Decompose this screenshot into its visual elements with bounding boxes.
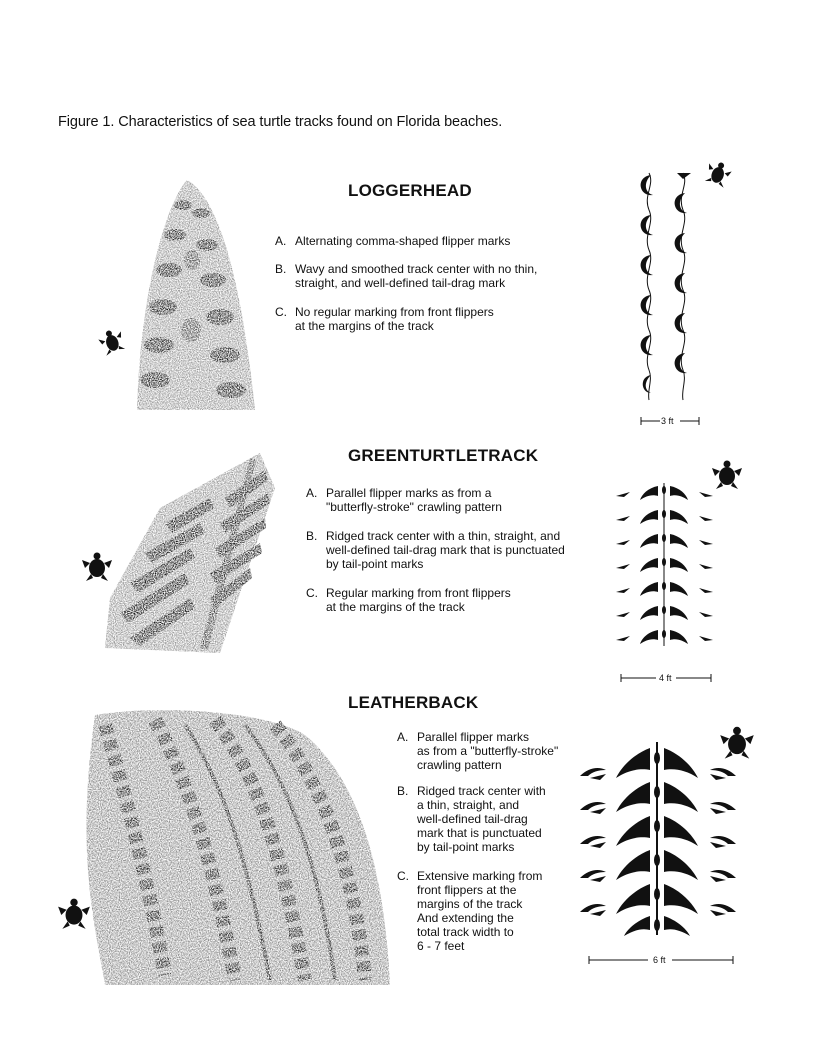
item-line: well-defined tail-drag mark that is punctuated bbox=[326, 543, 565, 557]
section-heading: LEATHERBACK bbox=[348, 693, 479, 712]
item-letter: C. bbox=[397, 869, 409, 883]
turtle-silhouette-icon bbox=[720, 724, 754, 762]
item-letter: A. bbox=[397, 730, 409, 744]
item-line: Alternating comma-shaped flipper marks bbox=[295, 234, 511, 248]
item-line: well-defined tail-drag bbox=[417, 812, 528, 826]
item-line: mark that is punctuated bbox=[417, 826, 542, 840]
item-letter: B. bbox=[306, 529, 318, 543]
item-line: at the margins of the track bbox=[295, 319, 434, 333]
loggerhead-track-diagram bbox=[625, 165, 710, 405]
leatherback-track-diagram bbox=[578, 740, 738, 940]
turtle-silhouette-icon bbox=[100, 328, 124, 356]
item-line: And extending the bbox=[417, 911, 514, 925]
item-letter: A. bbox=[275, 234, 287, 248]
item-line: Extensive marking from bbox=[417, 869, 543, 883]
turtle-silhouette-icon bbox=[82, 550, 112, 584]
leatherback-track-photo bbox=[65, 705, 395, 990]
turtle-silhouette-icon bbox=[712, 458, 742, 492]
item-line: margins of the track bbox=[417, 897, 523, 911]
item-line: No regular marking from front flippers bbox=[295, 305, 494, 319]
item-letter: C. bbox=[275, 305, 287, 319]
item-line: "butterfly-stroke" crawling pattern bbox=[326, 500, 502, 514]
item-line: as from a "butterfly-stroke" bbox=[417, 744, 559, 758]
item-letter: B. bbox=[275, 262, 287, 276]
item-line: Parallel flipper marks bbox=[417, 730, 530, 744]
item-letter: C. bbox=[306, 586, 318, 600]
scale-label: 4 ft bbox=[659, 673, 672, 683]
turtle-silhouette-icon bbox=[58, 896, 90, 932]
item-line: Ridged track center with a thin, straight, and bbox=[326, 529, 561, 543]
item-line: by tail-point marks bbox=[417, 840, 515, 854]
figure-caption: Figure 1. Characteristics of sea turtle tracks found on Florida beaches. bbox=[58, 114, 503, 130]
item-line: Wavy and smoothed track center with no thin, bbox=[295, 262, 538, 276]
section-heading: GREENTURTLETRACK bbox=[348, 446, 539, 465]
scale-label: 6 ft bbox=[653, 955, 666, 965]
green-turtle-track-diagram bbox=[612, 478, 717, 653]
loggerhead-track-photo bbox=[125, 175, 265, 415]
turtle-silhouette-icon bbox=[706, 160, 730, 188]
section-heading: LOGGERHEAD bbox=[348, 181, 472, 200]
item-line: total track width to bbox=[417, 925, 514, 939]
item-line: a thin, straight, and bbox=[417, 798, 520, 812]
item-line: Ridged track center with bbox=[417, 784, 546, 798]
green-turtle-track-photo bbox=[100, 448, 280, 653]
item-line: front flippers at the bbox=[417, 883, 517, 897]
item-line: by tail-point marks bbox=[326, 557, 424, 571]
scale-label: 3 ft bbox=[661, 416, 674, 426]
item-line: crawling pattern bbox=[417, 758, 502, 772]
item-line: straight, and well-defined tail-drag mark bbox=[295, 276, 506, 290]
item-line: Regular marking from front flippers bbox=[326, 586, 511, 600]
item-line: at the margins of the track bbox=[326, 600, 465, 614]
item-line: Parallel flipper marks as from a bbox=[326, 486, 492, 500]
item-letter: B. bbox=[397, 784, 409, 798]
item-line: 6 - 7 feet bbox=[417, 939, 465, 953]
item-letter: A. bbox=[306, 486, 318, 500]
